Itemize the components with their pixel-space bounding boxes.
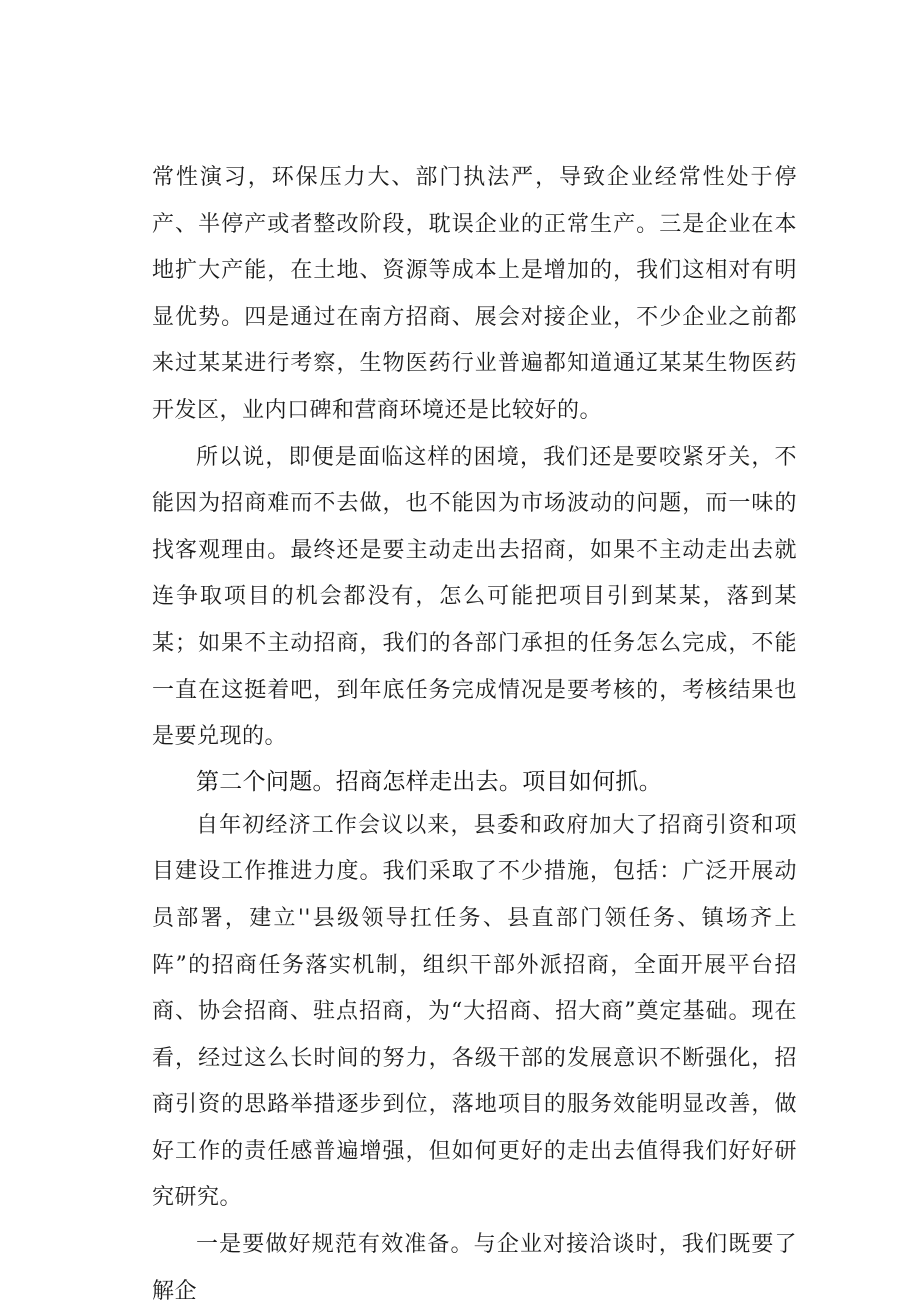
section-heading: 第二个问题。招商怎样走出去。项目如何抓。: [196, 768, 662, 795]
paragraph-continuation: 常性演习，环保压力大、部门执法严，导致企业经常性处于停产、半停产或者整改阶段，耽误企业的正常生产。三是企业在本地扩大产能，在土地、资源等成本上是增加的，我们这相对有明显优势。四是通过在南方招商、展会对接企业，不少企业之前都来过某某进行考察，生物医药行业普遍都知道通辽某某生物医药开发区，业内口碑和营商环境还是比较好的。: [152, 165, 797, 423]
paragraph-so-said: 所以说，即便是面临这样的困境，我们还是要咬紧牙关，不能因为招商难而不去做，也不能因为市场波动的问题，而一味的找客观理由。最终还是要主动走出去招商，如果不主动走出去就连争取项目的机会都没有，怎么可能把项目引到某某，落到某某；如果不主动招商，我们的各部门承担的任务怎么完成，不能一直在这挺着吧，到年底任务完成情况是要考核的，考核结果也是要兑现的。: [152, 444, 797, 750]
paragraph-first-point: 一是要做好规范有效准备。与企业对接洽谈时，我们既要了解企: [152, 1232, 797, 1304]
paragraph-since-year-start: 自年初经济工作会议以来，县委和政府加大了招商引资和项目建设工作推进力度。我们采取了不少措施，包括：广泛开展动员部署，建立''县级领导扛任务、县直部门领任务、镇场齐上阵”的招商任务落实机制，组织干部外派招商，全面开展平台招商、协会招商、驻点招商，为“大招商、招大商”奠定基础。现在看，经过这么长时间的努力，各级干部的发展意识不断强化，招商引资的思路举措逐步到位，落地项目的服务效能明显改善，做好工作的责任感普遍增强，但如何更好的走出去值得我们好好研究研究。: [152, 812, 797, 1211]
document-body: [152, 155, 797, 1315]
